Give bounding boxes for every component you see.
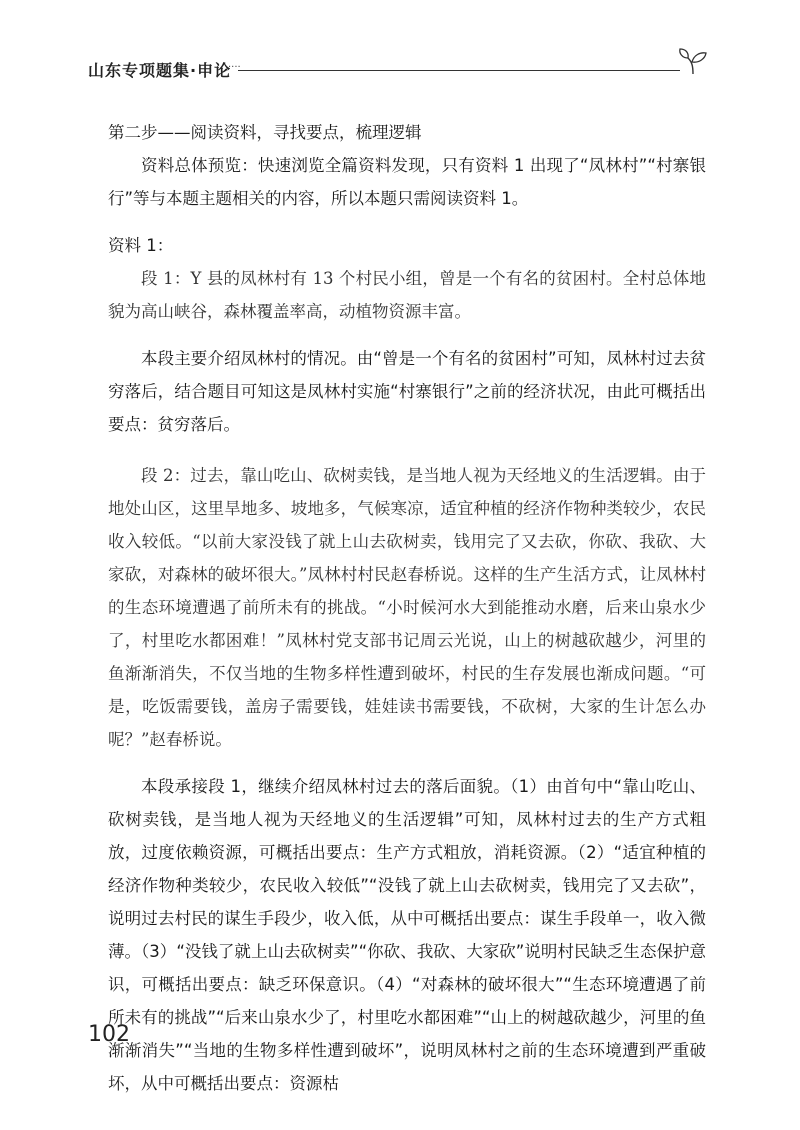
page-number: 102 [88, 1022, 130, 1047]
book-title: 山东专项题集·申论 [88, 58, 239, 81]
material-paragraph-2: 段 2：过去，靠山吃山、砍树卖钱，是当地人视为天经地义的生活逻辑。由于地处山区，这里旱地多、坡地多，气候寒凉，适宜种植的经济作物种类较少，农民收入较低。“以前大家没钱了就上山去砍树卖，钱用完了又去砍，你砍、我砍、大家砍，对森林的破坏很大。”凤林村村民赵春桥说。这样的生产生活方式，让凤林村的生态环境遭遇了前所未有的挑战。“小时候河水大到能推动水磨，后来山泉水少了，村里吃水都困难！”凤林村党支部书记周云光说，山上的树越砍越少，河里的鱼渐渐消失，不仅当地的生物多样性遭到破坏，村民的生存发展也渐成问题。“可是，吃饭需要钱，盖房子需要钱，娃娃读书需要钱，不砍树，大家的生计怎么办呢？”赵春桥说。 [108, 466, 706, 749]
page-body [108, 116, 706, 1100]
material-label: 资料 1： [108, 236, 174, 255]
sprout-icon [676, 44, 710, 78]
header-dots: ···· [228, 62, 241, 73]
analysis-paragraph-1: 本段主要介绍凤林村的情况。由“曾是一个有名的贫困村”可知，凤林村过去贫穷落后，结合题目可知这是凤林村实施“村寨银行”之前的经济状况，由此可概括出要点：贫穷落后。 [108, 349, 706, 434]
running-header [88, 58, 728, 84]
analysis-paragraph-2: 本段承接段 1，继续介绍凤林村过去的落后面貌。（1）由首句中“靠山吃山、砍树卖钱，是当地人视为天经地义的生活逻辑”可知，凤林村过去的生产方式粗放，过度依赖资源，可概括出要点：生产方式粗放，消耗资源。（2）“适宜种植的经济作物种类较少，农民收入较低”“没钱了就上山去砍树卖，钱用完了又去砍”，说明过去村民的谋生手段少，收入低，从中可概括出要点：谋生手段单一，收入微薄。（3）“没钱了就上山去砍树卖”“你砍、我砍、大家砍”说明村民缺乏生态保护意识，可概括出要点：缺乏环保意识。（4）“对森林的破坏很大”“生态环境遭遇了前所未有的挑战”“后来山泉水少了，村里吃水都困难”“山上的树越砍越少，河里的鱼渐渐消失”“当地的生物多样性遭到破坏”，说明凤林村之前的生态环境遭到严重破坏，从中可概括出要点：资源枯 [108, 777, 706, 1093]
overview-paragraph: 资料总体预览：快速浏览全篇资料发现，只有资料 1 出现了“凤林村”“村寨银行”等与本题主题相关的内容，所以本题只需阅读资料 1。 [108, 156, 706, 208]
material-paragraph-1: 段 1：Y 县的凤林村有 13 个村民小组，曾是一个有名的贫困村。全村总体地貌为高山峡谷，森林覆盖率高，动植物资源丰富。 [108, 269, 706, 321]
step-heading: 第二步——阅读资料，寻找要点，梳理逻辑 [108, 123, 422, 142]
header-rule [238, 70, 680, 71]
